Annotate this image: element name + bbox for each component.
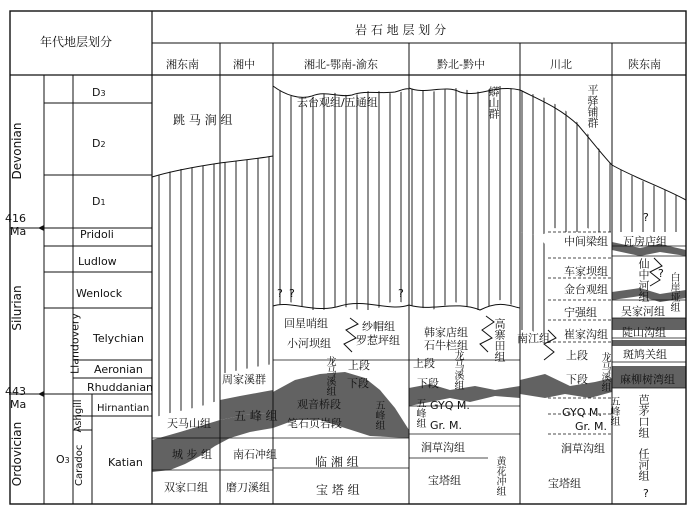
unit-zhongjianliang: 中间梁组: [564, 235, 608, 248]
unit-lower-c4: 下段: [417, 377, 439, 390]
unit-jiancaogou-c4: 涧草沟组: [421, 441, 465, 454]
hatch-area-5: [520, 232, 548, 340]
unit-wufeng-c5: 五峰组: [608, 396, 619, 426]
series-d2: D2: [92, 137, 106, 150]
unit-ningqiang: 宁强组: [564, 306, 597, 319]
unit-cuijiagou: 崔家沟组: [564, 328, 608, 341]
era-title: 年代地层划分: [40, 35, 113, 49]
series-pridoli: Pridoli: [80, 228, 114, 241]
unit-wufeng-c2: 五 峰 组: [234, 409, 278, 423]
unit-grm-c5: Gr. M.: [575, 420, 608, 433]
unit-gyqm-c5: GYQ M.: [562, 406, 602, 419]
series-wenlock: Wenlock: [76, 287, 123, 300]
unit-baota-c4: 宝塔组: [428, 474, 461, 487]
question-mark-1: ?: [277, 287, 283, 300]
unit-banjiuguan: 斑鸠关组: [623, 348, 667, 361]
unit-question-c6: ?: [643, 211, 649, 224]
unit-xianzhonghe: 仙中河组: [637, 258, 650, 302]
age-443-unit: Ma: [10, 398, 27, 411]
region-xiangzhong: 湘中: [233, 58, 255, 71]
stage-katian: Katian: [108, 456, 143, 469]
unit-shamao: 纱帽组: [362, 320, 395, 333]
region-xiangbei: 湘北-鄂南-渝东: [304, 58, 378, 71]
unit-chejiaba: 车家坝组: [564, 265, 608, 278]
shale-band-9: [612, 340, 686, 346]
unit-tiaomajian: 跳 马 涧 组: [173, 113, 233, 127]
series-d1: D1: [92, 195, 106, 208]
unit-baota-c3: 宝 塔 组: [316, 483, 360, 497]
question-mark-4: ?: [658, 267, 664, 280]
unit-xiaoheba: 小河坝组: [287, 337, 331, 350]
unit-linxiang: 临 湘 组: [315, 455, 359, 469]
unit-lower-c5: 下段: [566, 373, 588, 386]
unit-wujiahe: 吴家河组: [621, 305, 665, 318]
hatch-area-2: [273, 86, 409, 312]
age-443: 443: [5, 385, 26, 398]
series-ashgill: Ashgill: [73, 399, 84, 433]
unit-upper-c4: 上段: [413, 357, 435, 370]
unit-longmaxi-c4: 龙马溪组: [452, 350, 463, 390]
unit-maliushuwan: 麻柳树湾组: [620, 373, 675, 386]
region-chuanbei: 川北: [550, 58, 572, 71]
unit-upper-c5: 上段: [566, 349, 588, 362]
stage-rhuddanian: Rhuddanian: [87, 381, 154, 394]
unit-gaozhaitian: 高寨田组: [493, 318, 506, 362]
age-416-unit: Ma: [10, 225, 27, 238]
unit-shuangjiakou: 双家口组: [164, 481, 208, 494]
unit-nanjiang: 南江组: [517, 332, 550, 345]
unit-renhe: 任河组: [637, 448, 650, 481]
region-shaandongnan: 陕东南: [628, 58, 661, 71]
hatch-area-3: [409, 86, 520, 312]
stage-hirnantian: Hirnantian: [97, 403, 150, 414]
hatch-area-0: [152, 163, 220, 418]
region-xiangdongnan: 湘东南: [166, 58, 199, 71]
unit-gyqm-c4: GYQ M.: [430, 399, 470, 412]
unit-lower-c3: 下段: [347, 377, 369, 390]
tick-443: [38, 391, 44, 397]
unit-huixingshao: 回星哨组: [284, 317, 328, 330]
unit-wufeng-c4: 五峰组: [414, 398, 425, 428]
unit-hanjiadian: 韩家店组: [424, 326, 468, 339]
litho-title: 岩 石 地 层 划 分: [355, 23, 447, 37]
series-d3: D3: [92, 86, 106, 99]
system-silurian: Silurian: [10, 285, 24, 331]
stage-telychian: Telychian: [93, 332, 144, 345]
unit-longmaxi-c3: 龙马溪组: [324, 356, 335, 396]
system-ordovician: Ordovician: [10, 421, 24, 487]
stage-aeronian: Aeronian: [94, 363, 143, 376]
unit-guanyinqiao: 观音桥段: [297, 398, 341, 411]
unit-luoreping: 罗惹坪组: [356, 334, 400, 347]
unit-bishiyeyan: 笔石页岩段: [287, 417, 342, 430]
unit-huanghuachong: 黄花冲组: [494, 456, 505, 496]
unit-chengbu: 城 步 组: [172, 448, 212, 461]
question-mark-2: ?: [289, 287, 295, 300]
system-devonian: Devonian: [10, 122, 24, 180]
question-mark-3: ?: [398, 287, 404, 300]
unit-question-c6-bottom: ?: [643, 487, 649, 500]
unit-shiniulan: 石牛栏组: [424, 339, 468, 352]
series-o3: O3: [56, 453, 70, 466]
unit-grm-c4: Gr. M.: [430, 419, 463, 432]
unit-pingyipu: 平驿铺群: [586, 84, 599, 128]
region-qianbei: 黔北-黔中: [437, 58, 485, 71]
series-llandovery: Llandovery: [68, 313, 82, 374]
unit-baiyaya: 白崖垭组: [668, 272, 679, 312]
unit-yuntaiguan: 云台观组/五通组: [297, 96, 378, 109]
age-416: 416: [5, 212, 26, 225]
unit-wufeng-c3: 五峰组: [373, 400, 384, 430]
tick-416: [38, 225, 44, 231]
unit-wafangdian: 瓦房店组: [623, 235, 667, 248]
hatch-area-1: [220, 156, 273, 374]
series-caradoc: Caradoc: [74, 444, 85, 486]
hatch-area-6: [612, 165, 686, 232]
unit-mangshan: 蟒山群: [487, 86, 500, 119]
unit-jintaiguan: 金台观组: [564, 283, 608, 296]
unit-modaoxi: 磨刀溪组: [226, 481, 270, 494]
series-ludlow: Ludlow: [78, 255, 117, 268]
unit-nanshichong: 南石冲组: [233, 448, 277, 461]
unit-jiancaogou-c5: 涧草沟组: [561, 442, 605, 455]
unit-longmaxi-c5: 龙马溪组: [599, 352, 610, 392]
unit-baota-c5: 宝塔组: [548, 477, 581, 490]
unit-tianmashan: 天马山组: [167, 417, 211, 430]
unit-doushangou: 陡山沟组: [622, 326, 666, 339]
unit-upper-c3: 上段: [348, 359, 370, 372]
unit-zhoujiaxi: 周家溪群: [222, 373, 266, 386]
unit-bamaokou: 芭茅口组: [637, 394, 650, 438]
